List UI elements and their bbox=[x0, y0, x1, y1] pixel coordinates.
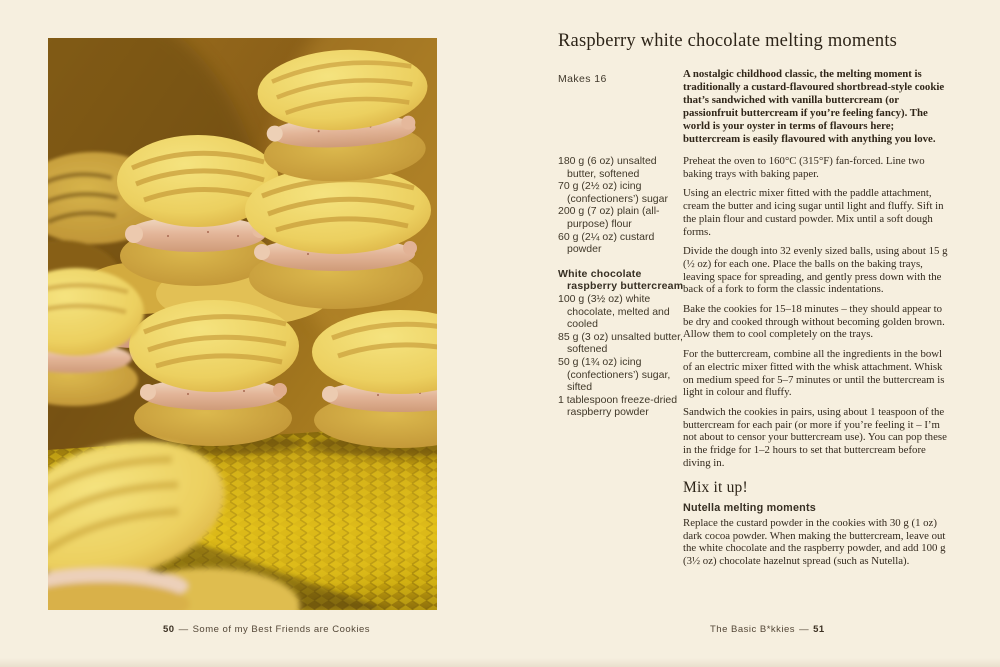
footer-left bbox=[163, 624, 370, 635]
method-column bbox=[683, 155, 951, 575]
footer-right bbox=[710, 624, 825, 635]
page-number-left: 50 bbox=[163, 624, 175, 635]
recipe-title: Raspberry white chocolate melting moments bbox=[558, 31, 898, 51]
method-step: Bake the cookies for 15–18 minutes – they should appear to be dry and cooked through without becoming golden brown. Allow them to cool completely on the trays. bbox=[683, 303, 945, 341]
ingredient-item: 85 g (3 oz) unsalted butter, softened bbox=[558, 330, 683, 356]
sandwich-cookie-center bbox=[129, 300, 299, 446]
sandwich-cookie-left bbox=[48, 268, 144, 406]
footer-left-title: Some of my Best Friends are Cookies bbox=[192, 624, 371, 635]
mix-it-up-heading: Mix it up! bbox=[683, 479, 748, 497]
method-step: Sandwich the cookies in pairs, using about 1 teaspoon of the buttercream for each pair (or more if you’re feeling it – I’m not about to censor your buttercream use). You can pop these in the fridge for 1–2 hours to set that buttercream before diving in. bbox=[683, 405, 947, 469]
ingredients-column bbox=[558, 155, 684, 419]
recipe-intro: A nostalgic childhood classic, the melting moment is traditionally a custard-flavoured shortbread-style cookie that’s sandwiched with vanilla buttercream (or passionfruit buttercream if you’re feeling fancy). The world is your oyster in terms of flavours here; buttercream is easily flavoured with anything you love. bbox=[683, 68, 945, 145]
cookie-photo-illustration bbox=[48, 38, 437, 610]
method-step: Preheat the oven to 160°C (315°F) fan-forced. Line two baking trays with baking paper. bbox=[683, 155, 925, 180]
ingredient-item: 200 g (7 oz) plain (all-purpose) flour bbox=[558, 205, 660, 230]
buttercream-heading: White chocolate raspberry buttercream bbox=[558, 267, 684, 293]
variation-heading: Nutella melting moments bbox=[683, 502, 816, 515]
footer-left-dash: — bbox=[178, 624, 189, 635]
method-step: Divide the dough into 32 evenly sized balls, using about 15 g (½ oz) for each one. Place the balls on the baking trays, leaving space for spreading, and gently press down with the back of a fork to form the classic indentations. bbox=[683, 245, 948, 296]
method-step: Using an electric mixer fitted with the paddle attachment, cream the butter and icing sugar until light and fluffy. Sift in the plain flour and custard powder. Mix until a soft dough forms. bbox=[683, 187, 944, 238]
cookie-photo bbox=[48, 38, 437, 610]
makes-label: Makes 16 bbox=[558, 73, 607, 85]
ingredient-item: 70 g (2½ oz) icing (confectioners’) sugar bbox=[558, 180, 668, 205]
ingredient-item: 100 g (3½ oz) white chocolate, melted and cooled bbox=[558, 292, 670, 331]
footer-right-dash: — bbox=[799, 624, 810, 635]
variation-text: Replace the custard powder in the cookies with 30 g (1 oz) dark cocoa powder. When making the buttercream, leave out the white chocolate and the raspberry powder, and add 100 g (3½ oz) chocolate hazelnut spread (such as Nutella). bbox=[683, 516, 946, 567]
sandwich-cookie-right bbox=[245, 166, 431, 309]
footer-right-title: The Basic B*kkies bbox=[710, 624, 796, 635]
ingredient-item: 60 g (2¼ oz) custard powder bbox=[558, 230, 655, 256]
ingredient-item: 180 g (6 oz) unsalted butter, softened bbox=[558, 155, 657, 180]
ingredient-item: 50 g (1¾ oz) icing (confectioners’) sugar, sifted bbox=[558, 355, 671, 394]
page-number-right: 51 bbox=[813, 624, 825, 635]
ingredient-item: 1 tablespoon freeze-dried raspberry powder bbox=[558, 393, 678, 419]
method-step: For the buttercream, combine all the ingredients in the bowl of an electric mixer fitted with the whisk attachment. Whisk on medium speed for 5–7 minutes or until the buttercream is light in colour and fluffy. bbox=[683, 348, 945, 399]
